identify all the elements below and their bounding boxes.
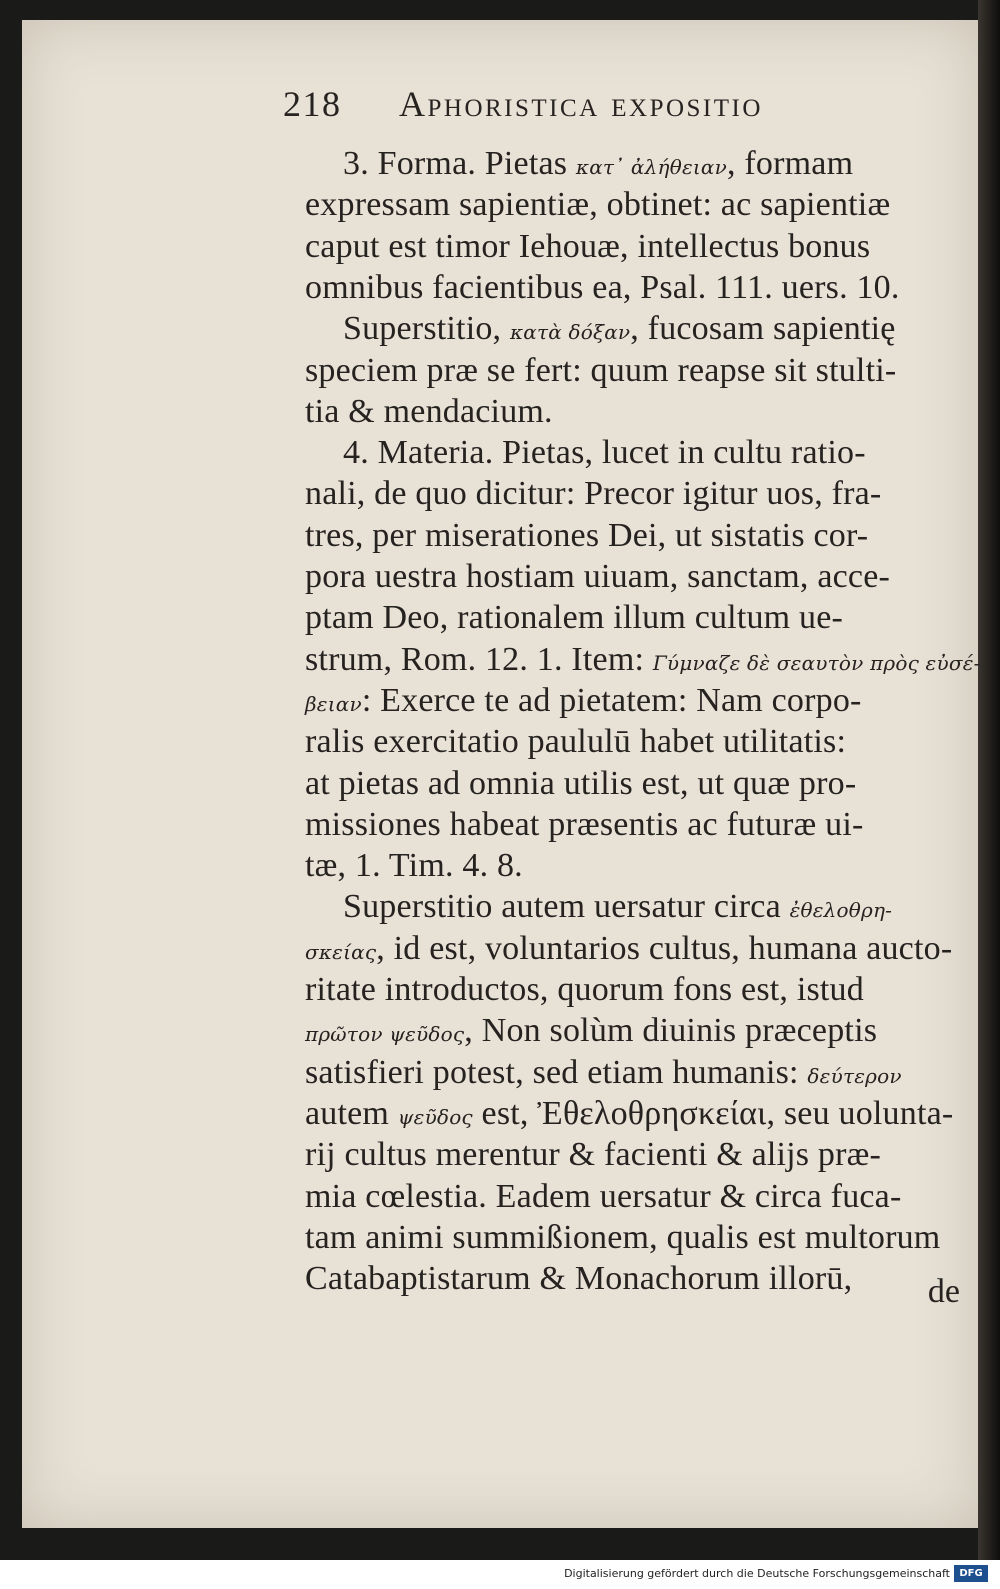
text-line [305, 723, 846, 761]
latin-text: ptam Deo, rationalem illum cultum ue- [305, 599, 844, 637]
latin-text: , id est, voluntarios cultus, humana aucto- [376, 929, 953, 967]
latin-text: tæ, 1. Tim. 4. 8. [305, 847, 523, 885]
latin-text: omnibus facientibus ea, Psal. 111. uers. 10. [305, 268, 900, 306]
text-line [305, 641, 981, 679]
latin-text: mia cœlestia. Eadem uersatur & circa fuca- [305, 1177, 902, 1215]
greek-text: κατ᾽ ἀλήθειαν [575, 155, 727, 179]
text-line [343, 145, 853, 183]
catchword: de [927, 1273, 960, 1310]
latin-text: 4. Materia. Pietas, lucet in cultu ratio- [343, 434, 866, 472]
latin-text: nali, de quo dicitur: Precor igitur uos, fra- [305, 475, 882, 513]
text-line [305, 1178, 902, 1216]
text-line [305, 352, 896, 390]
latin-text: tia & mendacium. [305, 392, 553, 430]
greek-text: Γύμναζε δὲ σεαυτὸν πρὸς εὐσέ- [652, 650, 981, 675]
text-line [305, 186, 890, 224]
latin-text: : Exerce te ad pietatem: Nam corpo- [361, 681, 862, 719]
text-line [305, 475, 881, 513]
text-line [305, 517, 868, 555]
text-line [305, 682, 862, 720]
text-line [305, 971, 864, 1009]
latin-text: Superstitio autem uersatur circa [343, 888, 790, 926]
latin-text: speciem præ se fert: quum reapse sit stulti- [305, 351, 897, 389]
latin-text: autem [305, 1094, 398, 1132]
latin-text: , fucosam sapientię [630, 310, 896, 348]
book-edge [978, 0, 1000, 1560]
text-line [305, 558, 890, 596]
text-line [305, 393, 553, 431]
text-line [343, 434, 866, 472]
text-line [305, 1260, 852, 1298]
latin-text: satisfieri potest, sed etiam humanis: [305, 1053, 808, 1091]
text-line [305, 1012, 877, 1050]
funding-credit: Digitalisierung gefördert durch die Deutsche Forschungsgemeinschaft [564, 1567, 950, 1580]
footer-bar [0, 1560, 1000, 1589]
latin-text: expressam sapientiæ, obtinet: ac sapientiæ [305, 186, 891, 224]
greek-text: βειαν [305, 691, 362, 716]
running-title: Aphoristica expositio [399, 84, 763, 124]
text-line [305, 228, 870, 266]
dfg-logo-icon: DFG [954, 1565, 988, 1582]
text-line [305, 599, 843, 637]
latin-text: missiones habeat præsentis ac futuræ ui- [305, 805, 864, 843]
latin-text: Superstitio, [343, 310, 510, 348]
text-line [305, 847, 523, 885]
greek-text: δεύτερον [807, 1063, 902, 1088]
page-number: 218 [283, 84, 342, 124]
latin-text: caput est timor Iehouæ, intellectus bonus [305, 227, 871, 265]
text-line [305, 1095, 953, 1133]
latin-text: tres, per miserationes Dei, ut sistatis cor- [305, 516, 869, 554]
greek-text: σκείας [305, 939, 377, 964]
text-line [305, 1136, 881, 1174]
text-line [305, 1219, 940, 1257]
greek-text: πρῶτον ψεῦδος [305, 1022, 465, 1047]
latin-text: at pietas ad omnia utilis est, ut quæ pro- [305, 764, 857, 802]
text-line [343, 310, 896, 348]
greek-text: κατὰ δόξαν [509, 320, 631, 345]
text-line [343, 888, 892, 926]
latin-text: ritate introductos, quorum fons est, istud [305, 971, 864, 1008]
text-line [305, 806, 864, 844]
latin-text: pora uestra hostiam uiuam, sanctam, acce- [305, 558, 891, 595]
latin-text: Catabaptistarum & Monachorum illorū, [305, 1260, 853, 1298]
latin-text: est, Ἐθελοθρησκείαι, seu uolunta- [472, 1094, 954, 1132]
latin-text: , formam [726, 145, 854, 182]
latin-text: ralis exercitatio paululū habet utilitatis: [305, 723, 847, 761]
text-line [305, 930, 952, 968]
text-line [305, 269, 900, 307]
text-line [305, 1054, 902, 1092]
latin-text: rij cultus merentur & facienti & alijs præ- [305, 1136, 882, 1174]
latin-text: , Non solùm diuinis præceptis [464, 1012, 878, 1050]
latin-text: 3. Forma. Pietas [343, 145, 576, 182]
running-header [283, 83, 763, 125]
latin-text: strum, Rom. 12. 1. Item: [305, 640, 653, 678]
greek-text: ἐθελοθρη- [789, 898, 893, 923]
text-line [305, 765, 856, 803]
latin-text: tam animi summißionem, qualis est multorum [305, 1218, 941, 1256]
greek-text: ψεῦδος [397, 1104, 473, 1129]
